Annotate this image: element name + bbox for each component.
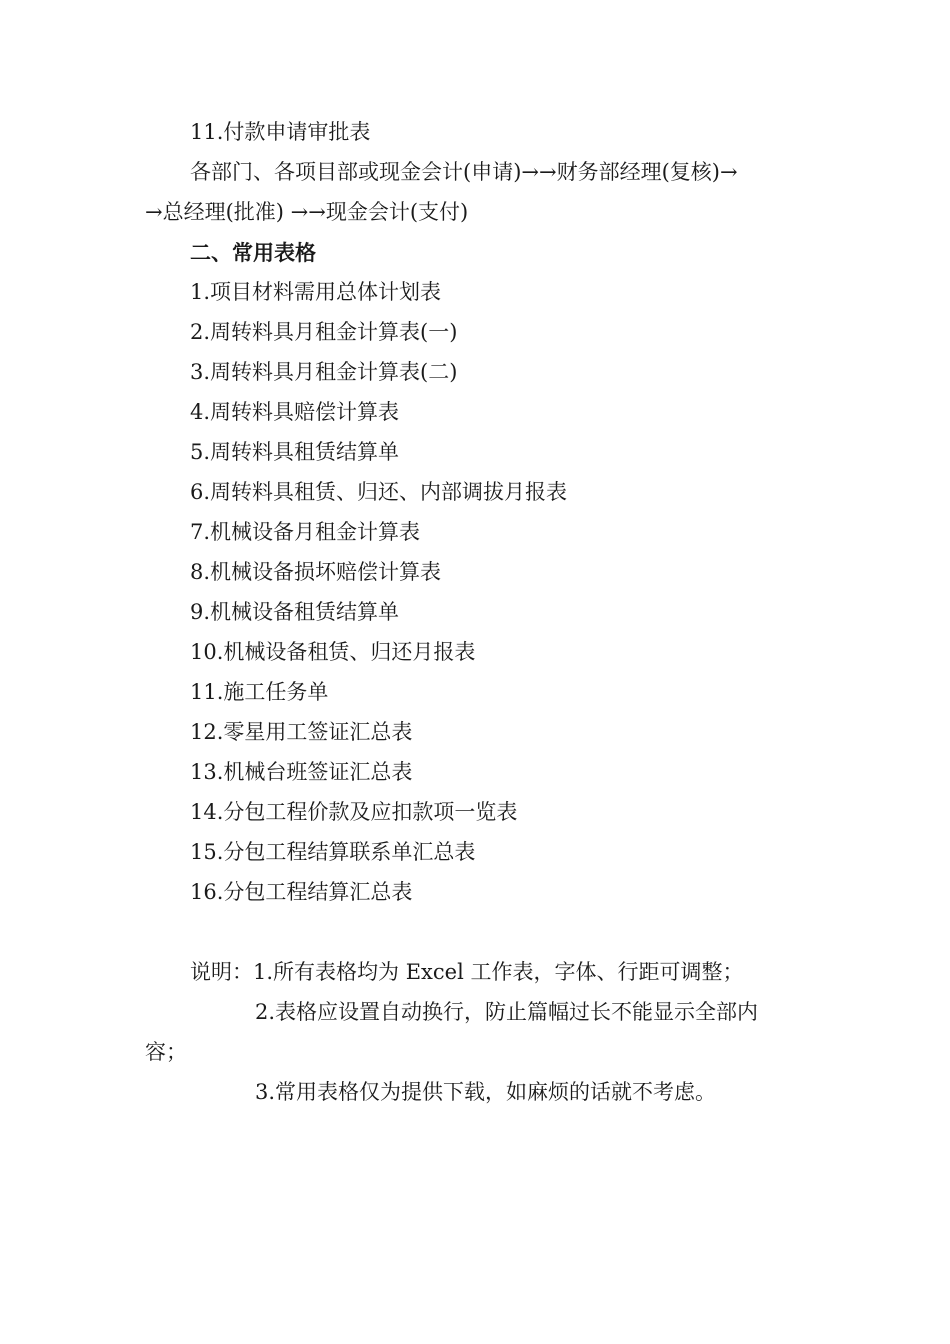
form-list-item: 2.周转料具月租金计算表(一) (190, 320, 458, 344)
form-list-item: 10.机械设备租赁、归还月报表 (190, 640, 476, 664)
approval-flow-line-2: →总经理(批准) →→现金会计(支付) (145, 200, 469, 224)
form-list-item: 1.项目材料需用总体计划表 (190, 280, 442, 304)
form-list-item: 16.分包工程结算汇总表 (190, 880, 413, 904)
form-list-item: 11.施工任务单 (190, 680, 329, 704)
form-list-item: 5.周转料具租赁结算单 (190, 440, 400, 464)
form-list-item: 8.机械设备损坏赔偿计算表 (190, 560, 442, 584)
note-1: 说明：1.所有表格均为 Excel 工作表，字体、行距可调整； (190, 960, 744, 984)
section-heading: 二、常用表格 (190, 240, 316, 265)
form-list-item: 9.机械设备租赁结算单 (190, 600, 400, 624)
form-list-item: 14.分包工程价款及应扣款项一览表 (190, 800, 518, 824)
note-2-line-2: 容； (145, 1040, 187, 1064)
note-2-line-1: 2.表格应设置自动换行，防止篇幅过长不能显示全部内 (255, 1000, 759, 1024)
form-list-item: 4.周转料具赔偿计算表 (190, 400, 400, 424)
form-list-item: 6.周转料具租赁、归还、内部调拔月报表 (190, 480, 568, 504)
approval-flow-line-1: 各部门、各项目部或现金会计(申请)→→财务部经理(复核)→ (190, 160, 738, 184)
form-list-item: 15.分包工程结算联系单汇总表 (190, 840, 476, 864)
form-list-item: 3.周转料具月租金计算表(二) (190, 360, 458, 384)
form-list-item: 12.零星用工签证汇总表 (190, 720, 413, 744)
note-3: 3.常用表格仅为提供下载，如麻烦的话就不考虑。 (255, 1080, 717, 1104)
form-list-item: 7.机械设备月租金计算表 (190, 520, 421, 544)
approval-item-title: 11.付款申请审批表 (190, 120, 371, 144)
form-list-item: 13.机械台班签证汇总表 (190, 760, 413, 784)
